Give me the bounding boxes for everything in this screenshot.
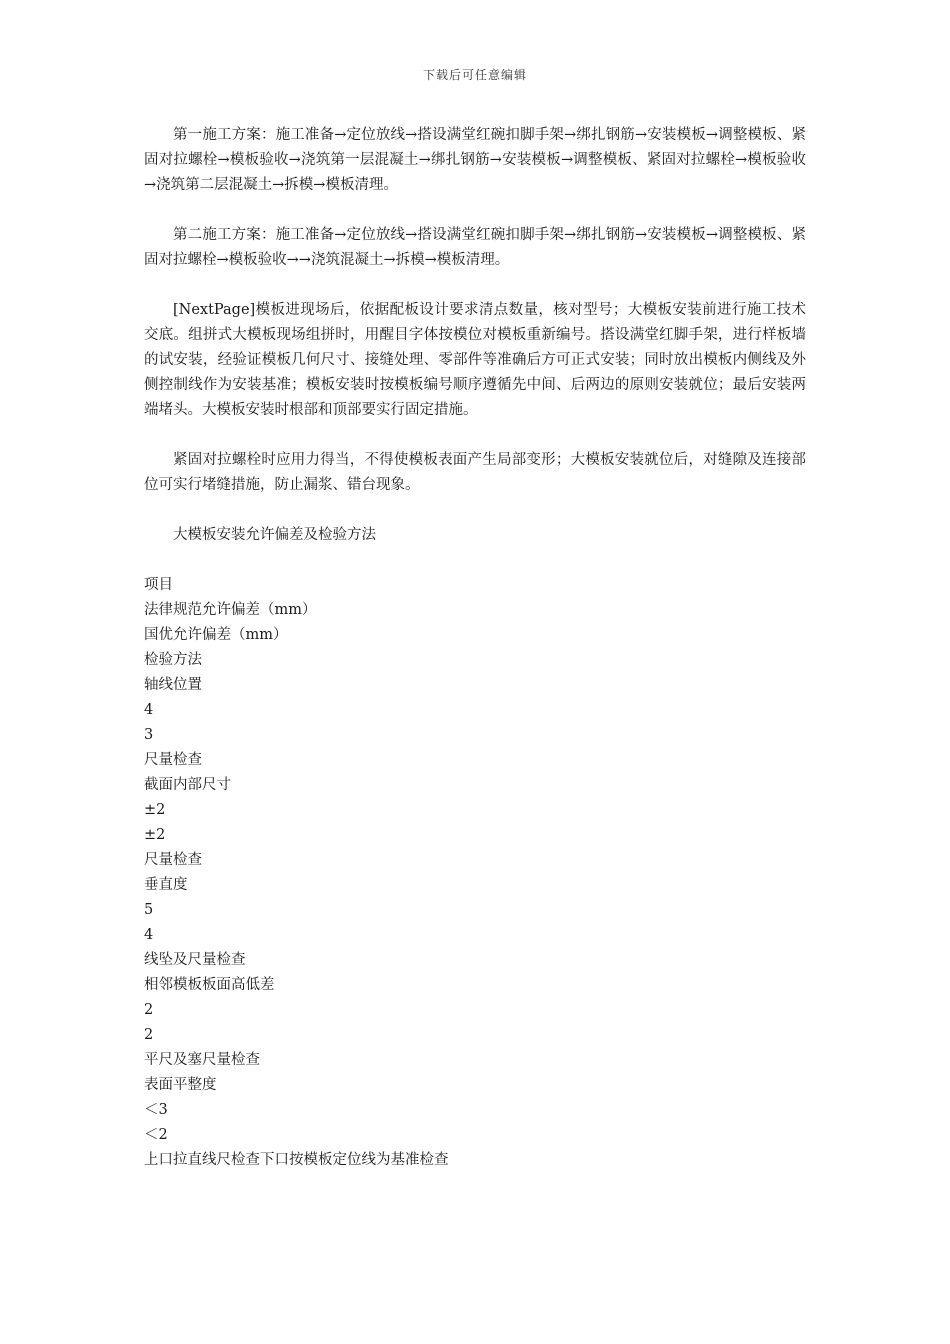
table-cell-method: 平尺及塞尺量检查 [144, 1052, 260, 1068]
table-cell-method: 尺量检查 [144, 752, 202, 768]
table-cell-standard: ＜3 [144, 1102, 168, 1118]
table-header-standard-deviation: 法律规范允许偏差（mm） [144, 602, 317, 618]
table-cell-national: ±2 [144, 827, 166, 843]
table-cell-method: 尺量检查 [144, 852, 202, 868]
paragraph-second-plan: 第二施工方案：施工准备→定位放线→搭设满堂红碗扣脚手架→绑扎钢筋→安装模板→调整模板、紧固对拉螺栓→模板验收→→浇筑混凝土→拆模→模板清理。 [144, 227, 806, 268]
table-cell-item: 表面平整度 [144, 1077, 217, 1093]
table-header-method: 检验方法 [144, 652, 202, 668]
table-cell-item: 轴线位置 [144, 677, 202, 693]
deviation-table [144, 573, 806, 1173]
table-cell-item: 截面内部尺寸 [144, 777, 231, 793]
table-cell-item: 垂直度 [144, 877, 188, 893]
table-header-item: 项目 [144, 577, 173, 593]
table-cell-national: 3 [144, 727, 154, 743]
document-body [144, 123, 806, 1173]
table-cell-national: ＜2 [144, 1127, 168, 1143]
table-cell-standard: 2 [144, 1002, 154, 1018]
paragraph-bolt-tightening: 紧固对拉螺栓时应用力得当，不得使模板表面产生局部变形；大模板安装就位后，对缝隙及连接部位可实行堵缝措施，防止漏浆、错台现象。 [144, 452, 806, 493]
table-title: 大模板安装允许偏差及检验方法 [173, 527, 376, 543]
table-cell-standard: 4 [144, 702, 154, 718]
table-cell-standard: 5 [144, 902, 154, 918]
table-cell-national: 4 [144, 927, 154, 943]
table-cell-method: 线坠及尺量检查 [144, 952, 246, 968]
table-header-national-deviation: 国优允许偏差（mm） [144, 627, 288, 643]
table-cell-method: 上口拉直线尺检查下口按模板定位线为基准检查 [144, 1152, 449, 1168]
page-header-note: 下载后可任意编辑 [422, 68, 527, 82]
paragraph-template-installation: [NextPage]模板进现场后，依据配板设计要求清点数量，核对型号；大模板安装前进行施工技术交底。组拼式大模板现场组拼时，用醒目字体按模位对模板重新编号。搭设满堂红脚手架，进行样板墙的试安装，经验证模板几何尺寸、接缝处理、零部件等准确后方可正式安装；同时放出模板内侧线及外侧控制线作为安装基准；模板安装时按模板编号顺序遵循先中间、后两边的原则安装就位；最后安装两端堵头。大模板安装时根部和顶部要实行固定措施。 [144, 302, 806, 418]
paragraph-first-plan: 第一施工方案：施工准备→定位放线→搭设满堂红碗扣脚手架→绑扎钢筋→安装模板→调整模板、紧固对拉螺栓→模板验收→浇筑第一层混凝土→绑扎钢筋→安装模板→调整模板、紧固对拉螺栓→模板验收→浇筑第二层混凝土→拆模→模板清理。 [144, 127, 806, 193]
table-cell-item: 相邻模板板面高低差 [144, 977, 275, 993]
table-cell-standard: ±2 [144, 802, 166, 818]
table-cell-national: 2 [144, 1027, 154, 1043]
